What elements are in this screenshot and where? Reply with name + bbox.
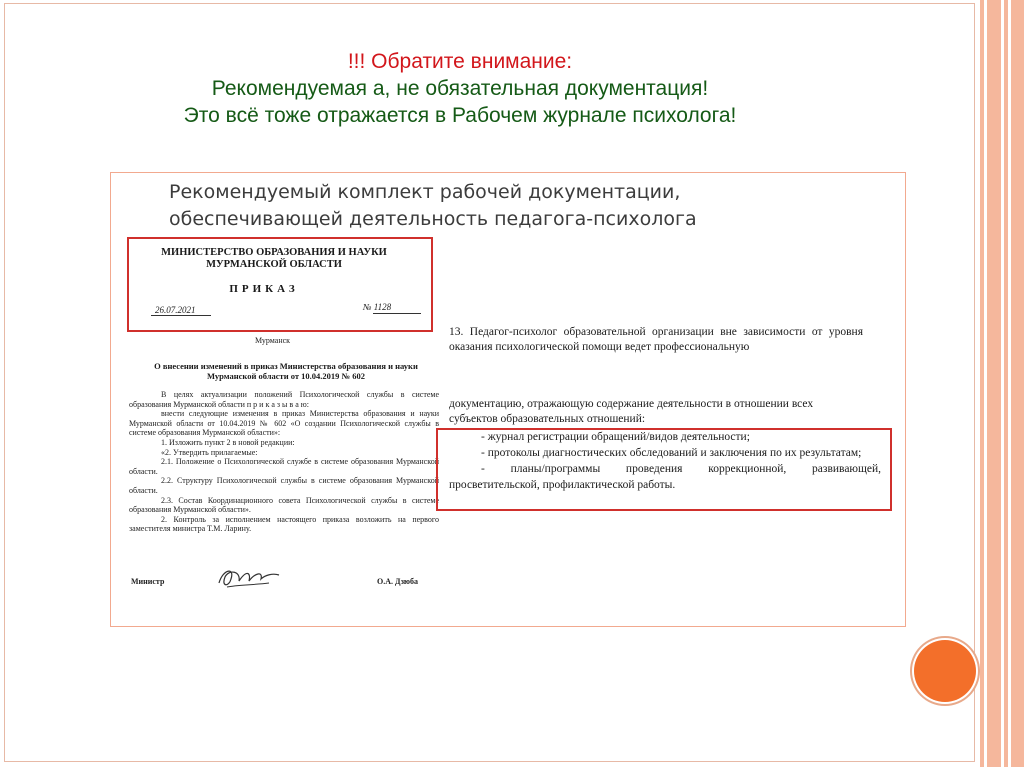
minister-name: О.А. Дзюба bbox=[377, 577, 419, 586]
order-paragraph: 2.1. Положение о Психологической службе в системе образования Мурманской области. bbox=[129, 457, 439, 476]
document-panel bbox=[110, 172, 906, 627]
order-date: 26.07.2021 bbox=[155, 305, 196, 315]
ministry-line-1: МИНИСТЕРСТВО ОБРАЗОВАНИЯ И НАУКИ bbox=[161, 247, 387, 258]
order-subject-line-2: Мурманской области от 10.04.2019 № 602 bbox=[207, 371, 365, 381]
minister-label: Министр bbox=[131, 577, 165, 586]
orange-circle-decoration bbox=[914, 640, 976, 702]
standard-continuation bbox=[449, 397, 881, 427]
order-paragraph: 1. Изложить пункт 2 в новой редакции: bbox=[161, 437, 295, 447]
panel-heading bbox=[169, 179, 697, 233]
order-paragraph: «2. Утвердить прилагаемые: bbox=[161, 447, 258, 457]
ministry-line-2: МУРМАНСКОЙ ОБЛАСТИ bbox=[206, 259, 342, 270]
standard-continuation-line-2: субъектов образовательных отношений: bbox=[449, 413, 646, 425]
order-paragraph: 2. Контроль за исполнением настоящего приказа возложить на первого заместителя министра Т.М. Ларину. bbox=[129, 514, 439, 534]
title-alert: !!! Обратите внимание: bbox=[347, 50, 573, 73]
order-type: ПРИКАЗ bbox=[229, 283, 299, 295]
list-item: - журнал регистрации обращений/видов деятельности; bbox=[481, 431, 750, 443]
list-item: - планы/программы проведения коррекционной, развивающей, просветительской, профилактической работы. bbox=[449, 463, 881, 491]
order-subject bbox=[141, 361, 431, 381]
order-header-highlight bbox=[127, 237, 433, 332]
slide-title bbox=[60, 48, 860, 129]
order-subject-line-1: О внесении изменений в приказ Министерства образования и науки bbox=[154, 361, 418, 371]
list-item: - протоколы диагностических обследований и заключения по их результатам; bbox=[481, 447, 862, 459]
panel-heading-line-1: Рекомендуемый комплект рабочей документации, bbox=[169, 181, 681, 203]
decorative-stripes bbox=[977, 0, 1024, 767]
title-line-3: Это всё тоже отражается в Рабочем журнале психолога! bbox=[183, 104, 737, 127]
order-body bbox=[129, 390, 439, 534]
standard-item-13: 13. Педагог-психолог образовательной организации вне зависимости от уровня оказания психологической помощи ведет профессиональную bbox=[449, 326, 863, 353]
documentation-list-highlight bbox=[436, 428, 892, 511]
order-number: № 1128 bbox=[363, 302, 392, 312]
title-line-2: Рекомендуемая а, не обязательная документация! bbox=[211, 77, 709, 100]
signature-icon bbox=[213, 563, 283, 591]
order-city: Мурманск bbox=[255, 336, 291, 345]
panel-heading-line-2: обеспечивающей деятельность педагога-психолога bbox=[169, 208, 697, 230]
standard-continuation-line-1: документацию, отражающую содержание деятельности в отношении всех bbox=[449, 398, 814, 410]
order-paragraph: 2.2. Структуру Психологической службы в системе образования Мурманской области. bbox=[129, 476, 439, 495]
order-paragraph: внести следующие изменения в приказ Министерства образования и науки Мурманской области от 10.04.2019 № 602 «О создании Психологической службы в системе образования Мурманской области»: bbox=[129, 409, 439, 438]
order-paragraph: 2.3. Состав Координационного совета Психологической службы в системе образования Мурманской области». bbox=[129, 495, 439, 515]
order-paragraph: В целях актуализации положений Психологической службы в системе образования Мурманской области п р и к а з ы в а ю: bbox=[129, 390, 439, 409]
